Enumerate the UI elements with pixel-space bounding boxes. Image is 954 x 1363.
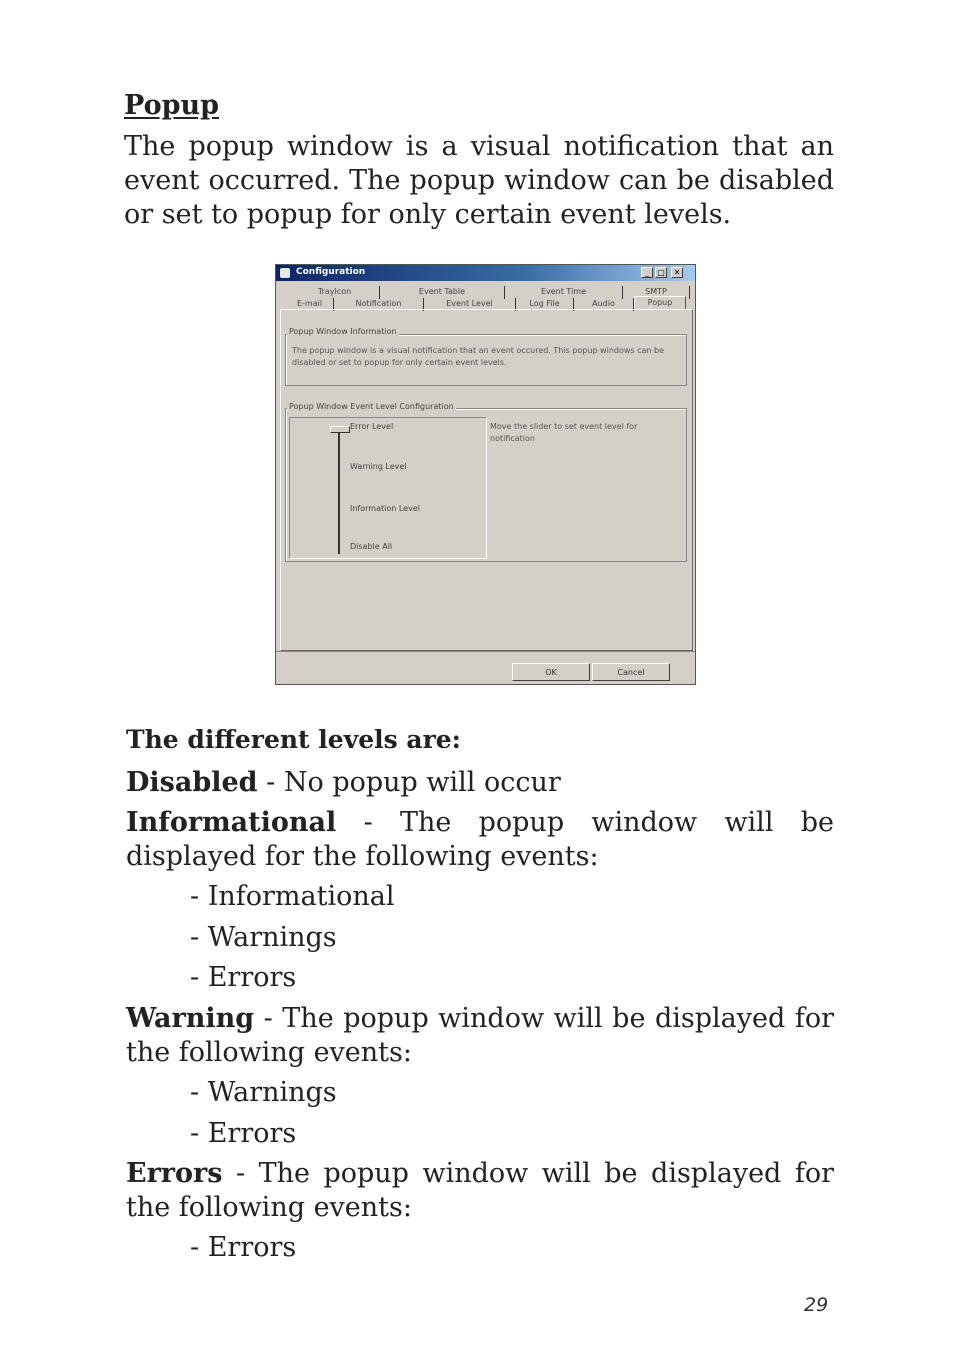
list-item: - Informational (190, 881, 395, 912)
intro-paragraph: The popup window is a visual notification that an event occurred. The popup window can be disabled or set to popup for only certain event levels. (124, 131, 834, 230)
list-item: - Warnings (190, 922, 337, 953)
section-heading: Popup (124, 90, 219, 121)
slider-thumb[interactable] (330, 426, 350, 433)
tab-trayicon[interactable]: TrayIcon (290, 286, 380, 299)
level-warning (126, 1002, 834, 1070)
level-disabled (126, 766, 834, 800)
tab-email[interactable]: E-mail (286, 298, 334, 311)
list-item: - Errors (190, 1118, 297, 1149)
level-term: Errors (126, 1158, 223, 1189)
level-description: - The popup window will be displayed for the following events: (126, 1158, 834, 1223)
maximize-icon[interactable]: □ (655, 267, 667, 278)
config-group-label: Popup Window Event Level Configuration (289, 402, 454, 411)
page-number: 29 (804, 1294, 829, 1316)
config-groupbox (285, 408, 687, 562)
tab-log-file[interactable]: Log File (516, 298, 574, 311)
dialog-title: Configuration (296, 267, 366, 277)
tab-event-table[interactable]: Event Table (380, 286, 505, 299)
level-disable-label: Disable All (350, 542, 393, 551)
tab-popup[interactable]: Popup (634, 296, 686, 310)
dialog-titlebar (276, 265, 695, 281)
info-groupbox (285, 334, 687, 386)
close-icon[interactable]: ✕ (671, 267, 683, 278)
level-error-label: Error Level (350, 422, 394, 431)
tab-event-time[interactable]: Event Time (505, 286, 623, 299)
tab-panel (280, 309, 693, 651)
tab-notification[interactable]: Notification (334, 298, 424, 311)
ok-button[interactable]: OK (512, 663, 590, 681)
tab-smtp[interactable]: SMTP (623, 286, 690, 299)
cancel-button[interactable]: Cancel (592, 663, 670, 681)
level-informational (126, 806, 834, 874)
slider-hint: Move the slider to set event level for notification (490, 422, 638, 443)
level-description: - No popup will occur (257, 767, 561, 798)
info-group-label: Popup Window Information (289, 327, 397, 336)
level-information-label: Information Level (350, 504, 420, 513)
list-item: - Errors (190, 1232, 297, 1263)
app-icon (280, 268, 290, 278)
level-description: - The popup window will be displayed for the following events: (126, 807, 834, 872)
level-description: - The popup window will be displayed for the following events: (126, 1003, 834, 1068)
tab-event-level[interactable]: Event Level (424, 298, 516, 311)
level-term: Disabled (126, 767, 258, 798)
level-term: Informational (126, 807, 337, 838)
level-warning-label: Warning Level (350, 462, 407, 471)
info-text: The popup window is a visual notification that an event occured. This popup windows can be disabled or set to popup for only certain event levels. (292, 346, 665, 367)
level-term: Warning (126, 1003, 255, 1034)
level-errors (126, 1157, 834, 1225)
tab-audio[interactable]: Audio (574, 298, 634, 311)
levels-title: The different levels are: (126, 725, 461, 754)
list-item: - Errors (190, 962, 297, 993)
list-item: - Warnings (190, 1077, 337, 1108)
minimize-icon[interactable]: _ (641, 267, 653, 278)
footer-divider (276, 651, 695, 652)
slider-track (338, 430, 340, 554)
slider-area (289, 417, 487, 559)
configuration-dialog-screenshot (275, 264, 696, 685)
